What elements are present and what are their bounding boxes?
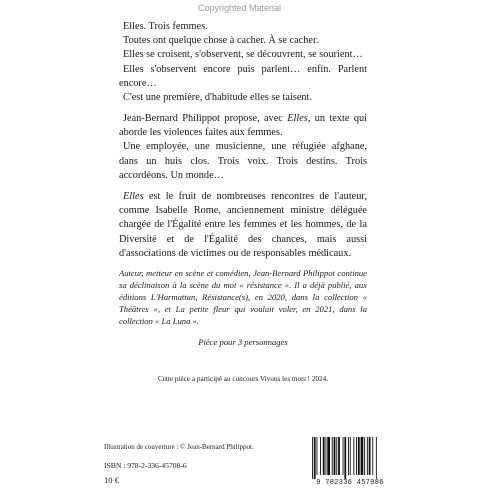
intro-line: C'est une première, d'habitude elles se taisent. <box>123 92 312 104</box>
intro-line: Elles s'observent encore puis parlent… enfin. Parlent encore… <box>119 63 367 89</box>
pitch-text-after: , un texte qui aborde les violences faites aux femmes. <box>119 113 367 139</box>
book-title: Elles <box>287 113 308 124</box>
cast-note: Pièce pour 3 personnages <box>198 337 288 347</box>
barcode-bar <box>369 437 371 475</box>
barcode-bar <box>356 437 357 475</box>
copyright-watermark: Copyrighted Material <box>198 3 282 13</box>
barcode-icon <box>310 437 400 485</box>
intro-line: Toutes ont quelque chose à cacher. À se cacher. <box>123 35 319 47</box>
book-title: Elles <box>123 191 144 202</box>
barcode-bar <box>334 437 336 475</box>
author-bio <box>119 267 367 327</box>
barcode-bar <box>314 437 316 479</box>
barcode-bar <box>358 437 360 475</box>
barcode-bar <box>312 437 313 479</box>
pitch-paragraphs <box>119 112 367 183</box>
barcode-bar <box>364 437 365 475</box>
barcode-bar <box>344 437 346 479</box>
barcode-bar <box>372 437 373 475</box>
barcode-number: 9 782336 457086 <box>316 479 384 487</box>
intro-line: Elles se croisent, s'observent, se découvrent, se sourient… <box>123 49 363 61</box>
barcode-bars <box>310 437 400 479</box>
barcode-bar <box>350 437 351 475</box>
intro-line: Elles. Trois femmes. <box>123 21 208 32</box>
barcode-bar <box>343 437 344 475</box>
barcode-bar <box>326 437 327 475</box>
contest-note: Cette pièce a participé au concours Vivons les mots ! 2024. <box>157 375 329 383</box>
barcode-bar <box>327 437 330 475</box>
barcode-bar <box>367 437 368 475</box>
pitch-paragraph-1 <box>119 112 367 140</box>
barcode-bar <box>332 437 333 475</box>
about-body: est le fruit de nombreuses rencontres de l'auteur, comme Isabelle Rome, anciennement ministre déléguée chargée de l'Égalité entre les femmes et les hommes, de la Diversité et de l'Égalité des chances, mais aussi d'associations de victimes ou de responsables médicaux. <box>119 191 367 259</box>
pitch-text-before: Jean-Bernard Philippot propose, avec <box>123 113 288 124</box>
barcode-bar <box>361 437 364 475</box>
price: 10 € <box>104 475 120 485</box>
barcode-bar <box>348 437 349 475</box>
barcode-bar <box>320 437 321 475</box>
intro-verse <box>119 20 367 105</box>
barcode-bar <box>323 437 325 475</box>
barcode-bar <box>317 437 318 475</box>
pitch-paragraph-2: Une employée, une musicienne, une réfugiée afghane, dans un huis clos. Trois voix. Trois destins. Trois accordéons. Un monde… <box>119 141 367 181</box>
barcode-bar <box>353 437 354 475</box>
barcode-bar <box>376 437 377 479</box>
barcode-bar <box>338 437 340 475</box>
isbn: ISBN : 978-2-336-45708-6 <box>104 461 187 470</box>
about-paragraph <box>119 190 367 261</box>
about-text <box>119 190 367 261</box>
illustration-credit: Illustration de couverture : © Jean-Bernard Philippot. <box>104 443 254 451</box>
author-bio-text: Auteur, metteur en scène et comédien, Jean-Bernard Philippot continue sa déclinaison à la scène du mot « résistance ». Il a déjà publié, aux éditions L'Harmattan, Résistance(s), en 2020, dans la collection « Théâtres », et La petite fleur qui voulait voler, en 2021, dans la collection « La Luna ». <box>119 268 367 326</box>
barcode-bar <box>336 437 337 475</box>
